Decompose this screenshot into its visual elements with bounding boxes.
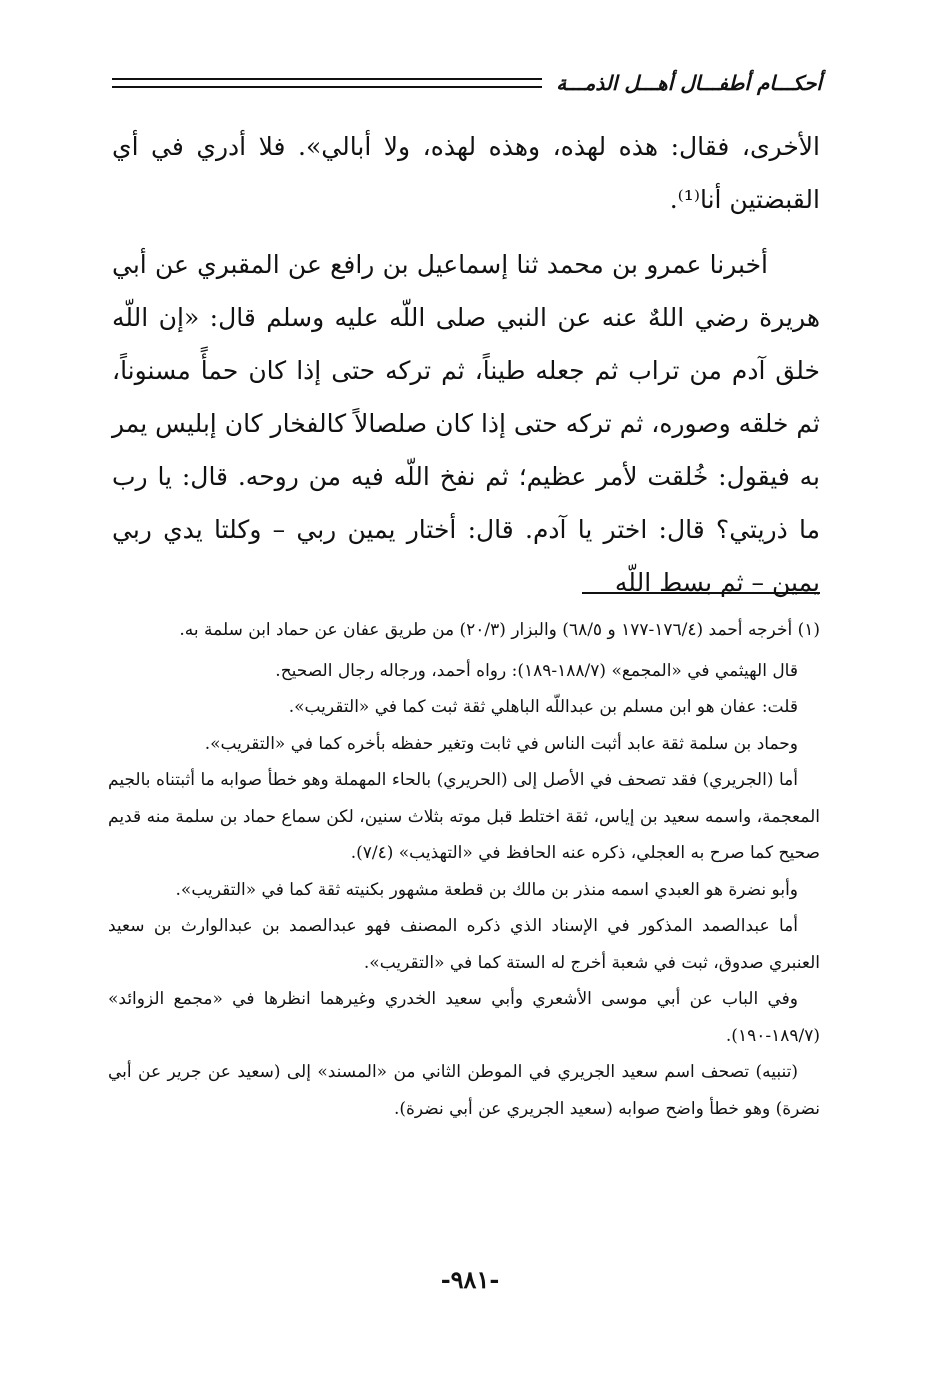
footnote-note: (تنبيه) تصحف اسم سعيد الجريري في الموطن الثاني من «المسند» إلى (سعيد عن جرير عن أبي نضرة) وهو خطأ واضح صوابه (سعيد الجريري عن أبي نضرة). <box>108 1062 820 1119</box>
main-text <box>112 120 820 609</box>
footnote-1: (١) أخرجه أحمد (١٧٦/٤-١٧٧ و ٦٨/٥) والبزار (٢٠/٣) من طريق عفان عن حماد ابن سلمة به. <box>179 620 820 640</box>
header-double-rule <box>112 78 542 88</box>
running-title: أحكـــام أطفـــال أهـــل الذمـــة <box>556 71 822 95</box>
running-header <box>112 68 822 98</box>
footnote-note: وفي الباب عن أبي موسى الأشعري وأبي سعيد الخدري وغيرهما انظرها في «مجمع الزوائد» (١٨٩/٧-١٩٠). <box>108 989 820 1046</box>
footnote-note: وحماد بن سلمة ثقة عابد أثبت الناس في ثابت وتغير حفظه بأخره كما في «التقريب». <box>204 733 798 754</box>
page-number: -٩٨١- <box>440 1265 500 1294</box>
footnote-note: أما (الجريري) فقد تصحف في الأصل إلى (الحريري) بالحاء المهملة وهو خطأ صوابه ما أثبتناه بالجيم المعجمة، واسمه سعيد بن إياس، ثقة اختلط قبل موته بثلاث سنين، لكن سماع حماد بن سلمة منه قديم صحيح كما صرح به العجلي، ذكره عنه الحافظ في «التهذيب» (٧/٤). <box>108 770 820 863</box>
body-paragraph: الأخرى، فقال: هذه لهذه، وهذه لهذه، ولا أبالي». فلا أدري في أي القبضتين أنا⁽¹⁾. <box>112 132 820 214</box>
footnote-note: وأبو نضرة هو العبدي اسمه منذر بن مالك بن قطعة مشهور بكنيته ثقة كما في «التقريب». <box>175 879 798 900</box>
footnote-note: أما عبدالصمد المذكور في الإسناد الذي ذكره المصنف فهو عبدالصمد بن عبدالوارث بن سعيد العنبري صدوق، ثبت في شعبة أخرج له الستة كما في «التقريب». <box>108 916 820 973</box>
footnote-separator <box>582 592 820 594</box>
footnotes <box>108 612 820 1127</box>
footnote-note: قلت: عفان هو ابن مسلم بن عبداللّه الباهلي ثقة ثبت كما في «التقريب». <box>288 697 798 717</box>
footnote-note: قال الهيثمي في «المجمع» (١٨٨/٧-١٨٩): رواه أحمد، ورجاله رجال الصحيح. <box>275 660 798 681</box>
body-paragraph: أخبرنا عمرو بن محمد ثنا إسماعيل بن رافع عن المقبري عن أبي هريرة رضي اللهٌ عنه عن النبي صلى اللّه عليه وسلم قال: «إن اللّه خلق آدم من تراب ثم جعله طيناً، ثم تركه حتى إذا كان حمأً مسنوناً، ثم خلقه وصوره، ثم تركه حتى إذا كان صلصالاً كالفخار كان إبليس يمر به فيقول: خُلقت لأمر عظيم؛ ثم نفخ اللّه فيه من روحه. قال: يا رب ما ذريتي؟ قال: اختر يا آدم. قال: أختار يمين ربي – وكلتا يدي ربي يمين – ثم بسط اللّه <box>112 250 820 597</box>
